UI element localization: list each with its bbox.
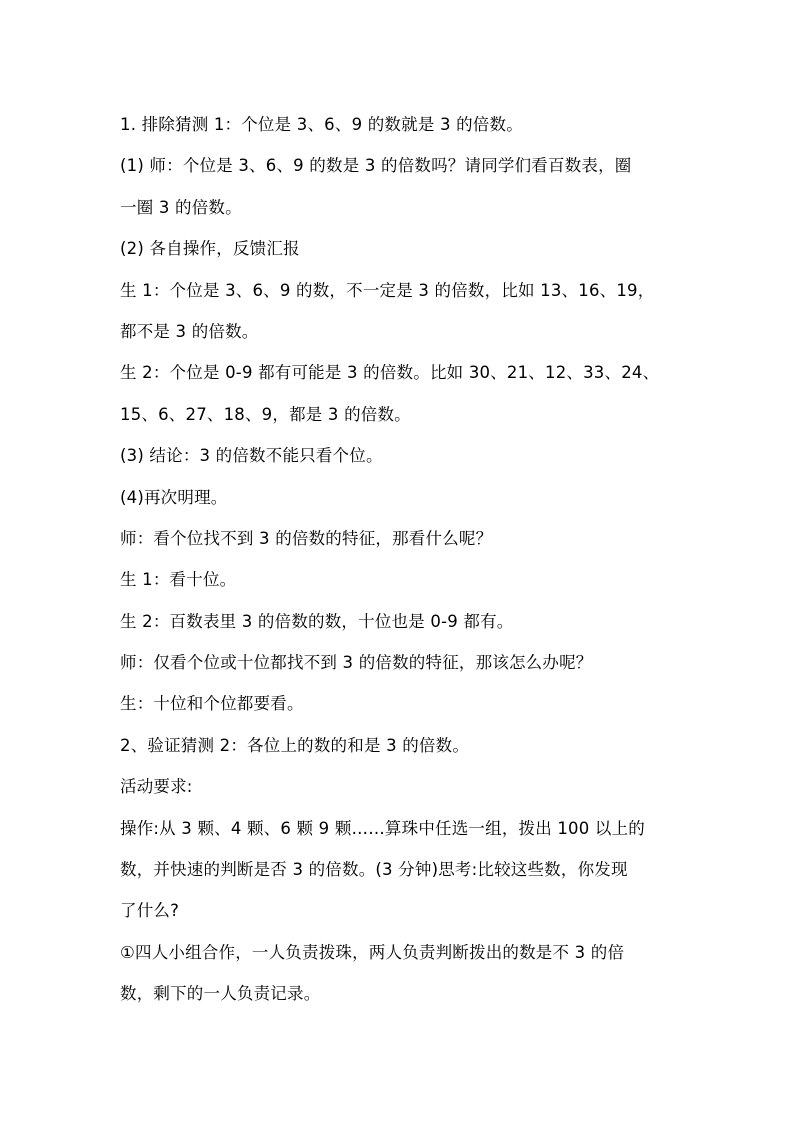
text-line: 1. 排除猜测 1：个位是 3、6、9 的数就是 3 的倍数。 — [120, 115, 523, 134]
text-line: (1) 师：个位是 3、6、9 的数是 3 的倍数吗？请同学们看百数表，圈 — [120, 156, 632, 176]
text-line: (3) 结论：3 的倍数不能只看个位。 — [120, 446, 383, 466]
text-line: 生 1：个位是 3、6、9 的数，不一定是 3 的倍数，比如 13、16、19， — [120, 280, 655, 300]
text-line: 生 2：百数表里 3 的倍数的数，十位也是 0-9 都有。 — [120, 611, 514, 631]
text-line: 数，剩下的一人负责记录。 — [120, 984, 321, 1004]
text-line: 2、验证猜测 2：各位上的数的和是 3 的倍数。 — [120, 735, 470, 755]
text-line: 生 2：个位是 0-9 都有可能是 3 的倍数。比如 30、21、12、33、24、 — [120, 363, 660, 383]
text-line: 15、6、27、18、9，都是 3 的倍数。 — [120, 404, 411, 424]
text-line: (4)再次明理。 — [120, 487, 228, 507]
text-line: 活动要求: — [120, 777, 193, 797]
text-line: 数，并快速的判断是否 3 的倍数。(3 分钟)思考:比较这些数，你发现 — [120, 860, 628, 880]
text-line: 了什么? — [120, 901, 180, 921]
text-line: ①四人小组合作，一人负责拨珠，两人负责判断拨出的数是不 3 的倍 — [120, 942, 625, 962]
text-line: 师：看个位找不到 3 的倍数的特征，那看什么呢？ — [120, 528, 493, 548]
text-line: (2) 各自操作，反馈汇报 — [120, 239, 300, 259]
text-line: 一圈 3 的倍数。 — [120, 197, 242, 217]
text-line: 师：仅看个位或十位都找不到 3 的倍数的特征，那该怎么办呢？ — [120, 653, 593, 673]
text-line: 都不是 3 的倍数。 — [120, 321, 259, 341]
text-line: 生 1：看十位。 — [120, 570, 237, 590]
text-line: 生：十位和个位都要看。 — [120, 694, 304, 714]
text-line: 操作:从 3 颗、4 颗、6 颗 9 颗……算珠中任选一组，拨出 100 以上的 — [120, 818, 646, 838]
document-body — [120, 104, 700, 1015]
